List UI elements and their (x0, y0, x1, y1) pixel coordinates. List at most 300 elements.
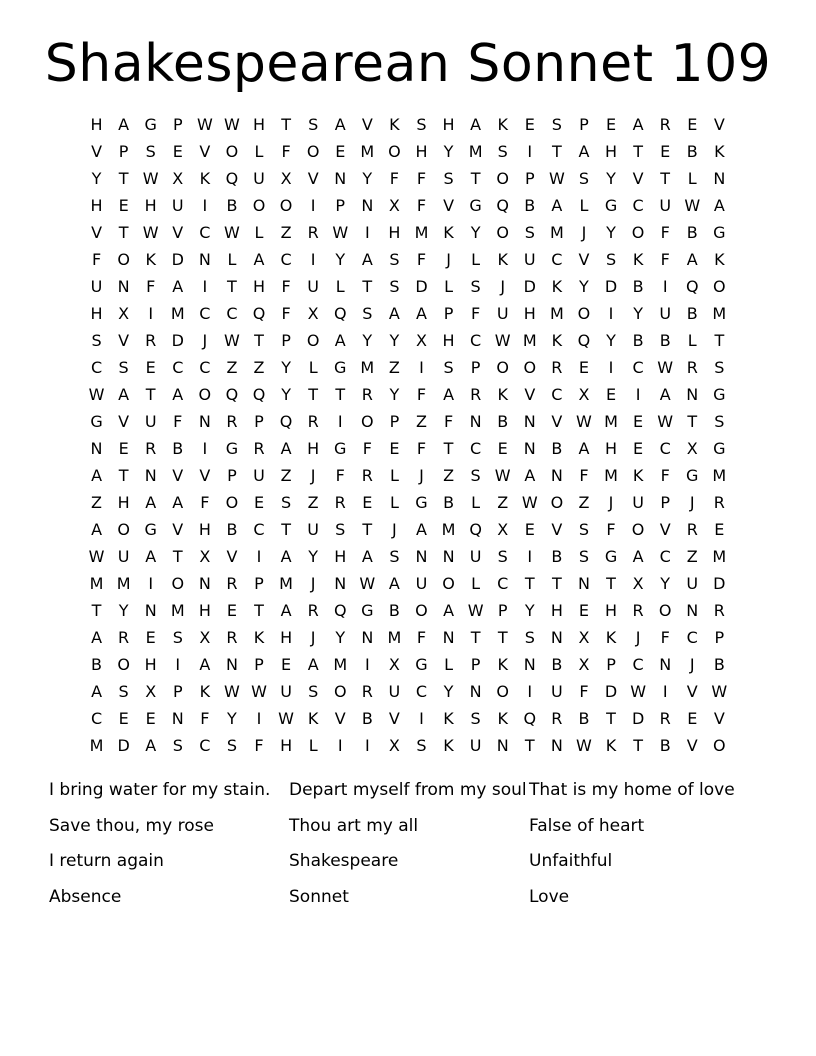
grid-letter: G (415, 655, 428, 674)
grid-letter: B (551, 547, 563, 566)
grid-letter: T (524, 736, 535, 755)
grid-letter: N (225, 655, 238, 674)
grid-letter: R (145, 331, 157, 350)
grid-letter: V (199, 142, 211, 161)
grid-letter: I (527, 142, 533, 161)
grid-letter: H (280, 628, 293, 647)
grid-letter: I (337, 412, 343, 431)
grid-letter: V (307, 169, 319, 188)
grid-letter: N (469, 412, 482, 431)
grid-letter: A (199, 655, 211, 674)
grid-letter: Y (389, 331, 400, 350)
grid-letter: I (202, 277, 208, 296)
grid-letter: I (256, 709, 262, 728)
grid-letter: A (470, 115, 482, 134)
grid-letter: X (686, 439, 698, 458)
grid-letter: E (172, 142, 183, 161)
grid-letter: T (606, 574, 616, 593)
grid-letter: U (253, 466, 265, 485)
grid-letter: S (714, 412, 725, 431)
grid-letter: O (658, 601, 672, 620)
grid-letter: B (578, 709, 590, 728)
grid-letter: P (254, 574, 264, 593)
grid-letter: Q (685, 277, 699, 296)
grid-letter: N (442, 628, 455, 647)
grid-letter: O (713, 736, 726, 755)
grid-letter: U (280, 682, 292, 701)
grid-letter: P (254, 412, 264, 431)
grid-letter: L (471, 574, 481, 593)
grid-letter: N (171, 709, 184, 728)
grid-letter: R (632, 601, 644, 620)
grid-letter: S (145, 142, 156, 161)
grid-letter: A (334, 331, 346, 350)
grid-letter: R (226, 628, 238, 647)
grid-letter: Q (577, 331, 591, 350)
grid-letter: T (118, 466, 129, 485)
grid-letter: N (117, 277, 130, 296)
grid-letter: A (91, 628, 103, 647)
grid-letter: E (578, 601, 589, 620)
grid-letter: S (470, 277, 481, 296)
grid-letter: D (117, 736, 130, 755)
grid-letter: T (470, 628, 481, 647)
grid-letter: R (659, 115, 671, 134)
grid-letter: V (91, 223, 103, 242)
grid-letter: P (227, 466, 237, 485)
grid-letter: F (579, 466, 589, 485)
grid-letter: Y (443, 682, 454, 701)
grid-letter: M (712, 466, 727, 485)
grid-letter: M (360, 142, 375, 161)
grid-letter: O (713, 277, 726, 296)
grid-letter: Y (443, 142, 454, 161)
grid-letter: M (549, 223, 564, 242)
grid-letter: F (281, 142, 291, 161)
grid-letter: U (659, 304, 672, 323)
word-list-item: Sonnet (289, 886, 349, 907)
grid-letter: A (145, 736, 157, 755)
word-list-item: False of heart (529, 815, 645, 836)
grid-letter: L (308, 358, 318, 377)
grid-letter: Y (362, 331, 373, 350)
grid-letter: M (360, 358, 375, 377)
grid-letter: S (172, 628, 183, 647)
grid-letter: F (660, 466, 670, 485)
grid-letter: K (497, 655, 508, 674)
grid-letter: Y (118, 601, 129, 620)
grid-letter: K (632, 466, 644, 485)
grid-letter: K (253, 628, 265, 647)
grid-letter: Q (523, 709, 537, 728)
grid-letter: A (91, 682, 103, 701)
grid-letter: A (280, 601, 292, 620)
grid-letter: S (551, 115, 562, 134)
grid-letter: U (523, 250, 536, 269)
grid-letter: O (442, 574, 455, 593)
grid-letter: M (712, 304, 727, 323)
grid-letter: E (578, 358, 589, 377)
grid-letter: G (90, 412, 103, 431)
grid-letter: G (713, 223, 726, 242)
word-list-item: Depart myself from my soul (289, 780, 527, 800)
grid-letter: C (199, 358, 211, 377)
grid-letter: A (686, 250, 698, 269)
grid-letter: A (632, 115, 644, 134)
grid-letter: A (91, 466, 103, 485)
grid-letter: W (467, 601, 484, 620)
grid-letter: D (523, 277, 536, 296)
grid-letter: H (442, 331, 455, 350)
grid-letter: B (388, 601, 400, 620)
grid-letter: P (389, 412, 400, 431)
grid-letter: S (281, 493, 292, 512)
grid-letter: P (443, 304, 454, 323)
grid-letter: J (310, 628, 316, 647)
grid-letter: E (281, 655, 292, 674)
grid-letter: Y (335, 250, 346, 269)
grid-letter: F (389, 169, 399, 188)
grid-letter: N (198, 412, 211, 431)
grid-letter: H (90, 304, 103, 323)
grid-letter: T (443, 439, 454, 458)
grid-letter: A (172, 493, 184, 512)
grid-letter: N (334, 169, 347, 188)
grid-letter: S (497, 547, 508, 566)
grid-letter: C (280, 250, 292, 269)
grid-letter: E (118, 439, 129, 458)
word-list-item: I bring water for my stain. (49, 780, 271, 800)
word-list-item: I return again (49, 851, 164, 871)
grid-letter: S (578, 547, 590, 566)
grid-letter: Q (225, 385, 239, 404)
grid-letter: S (389, 277, 400, 296)
grid-letter: E (714, 520, 725, 539)
grid-letter: P (470, 655, 481, 674)
grid-letter: B (361, 709, 373, 728)
grid-letter: P (172, 115, 183, 134)
grid-letter: O (496, 223, 509, 242)
grid-letter: G (225, 439, 239, 458)
grid-letter: H (117, 493, 130, 512)
grid-letter: I (256, 547, 262, 566)
grid-letter: N (523, 655, 536, 674)
grid-letter: R (659, 709, 671, 728)
grid-letter: U (307, 520, 320, 539)
grid-letter: B (497, 412, 509, 431)
grid-letter: W (224, 223, 240, 242)
grid-letter: U (469, 736, 482, 755)
grid-letter: X (388, 655, 400, 674)
grid-letter: K (497, 250, 508, 269)
grid-letter: W (576, 412, 592, 431)
grid-letter: O (117, 520, 130, 539)
grid-letter: G (361, 601, 374, 620)
grid-letter: J (608, 493, 614, 512)
grid-letter: D (604, 277, 618, 296)
grid-letter: F (416, 385, 427, 404)
grid-letter: F (579, 682, 589, 701)
grid-letter: R (334, 493, 346, 512)
grid-letter: H (442, 115, 455, 134)
grid-letter: N (577, 574, 590, 593)
grid-letter: B (632, 331, 644, 350)
grid-letter: Z (443, 466, 455, 485)
grid-letter: L (254, 223, 264, 242)
grid-letter: A (416, 520, 427, 539)
grid-letter: T (362, 520, 373, 539)
grid-letter: F (200, 493, 210, 512)
grid-letter: L (687, 169, 697, 188)
grid-letter: R (361, 682, 373, 701)
grid-letter: B (713, 655, 725, 674)
grid-letter: A (118, 385, 130, 404)
grid-letter: T (551, 574, 562, 593)
grid-letter: H (252, 277, 266, 296)
grid-letter: P (579, 115, 589, 134)
grid-letter: U (686, 574, 699, 593)
grid-letter: P (660, 493, 670, 512)
grid-letter: B (659, 331, 671, 350)
grid-letter: K (551, 331, 563, 350)
grid-letter: Z (307, 493, 319, 512)
grid-letter: X (497, 520, 509, 539)
grid-letter: K (497, 115, 508, 134)
grid-letter: H (90, 115, 103, 134)
grid-letter: H (605, 142, 618, 161)
grid-letter: I (202, 439, 208, 458)
grid-letter: L (471, 493, 481, 512)
grid-letter: C (226, 304, 238, 323)
grid-letter: N (713, 169, 726, 188)
grid-letter: C (659, 439, 671, 458)
grid-letter: Y (308, 547, 319, 566)
grid-letter: T (714, 331, 725, 350)
grid-letter: H (523, 304, 536, 323)
grid-letter: X (307, 304, 319, 323)
grid-letter: T (118, 169, 129, 188)
grid-letter: U (632, 493, 644, 512)
grid-letter: F (146, 277, 156, 296)
grid-letter: R (307, 223, 319, 242)
grid-letter: H (280, 736, 293, 755)
word-list-item: Absence (49, 886, 122, 907)
word-list-item: Save thou, my rose (49, 815, 214, 836)
grid-letter: W (576, 736, 592, 755)
grid-letter: A (713, 196, 725, 215)
grid-letter: T (524, 574, 535, 593)
grid-letter: F (362, 439, 372, 458)
grid-letter: Q (333, 304, 347, 323)
grid-letter: A (145, 547, 157, 566)
grid-letter: O (117, 655, 130, 674)
grid-letter: V (172, 223, 184, 242)
grid-letter: W (657, 358, 674, 377)
grid-letter: Z (497, 493, 509, 512)
grid-letter: Y (524, 601, 535, 620)
grid-letter: Y (606, 331, 616, 350)
grid-letter: E (335, 142, 346, 161)
grid-letter: B (632, 277, 644, 296)
grid-letter: A (334, 115, 346, 134)
grid-letter: C (172, 358, 184, 377)
grid-letter: T (254, 601, 264, 620)
grid-letter: A (443, 601, 455, 620)
grid-letter: J (419, 466, 424, 485)
grid-letter: V (172, 466, 184, 485)
grid-letter: X (118, 304, 130, 323)
grid-letter: W (142, 169, 159, 188)
grid-letter: B (686, 223, 698, 242)
grid-letter: G (686, 466, 699, 485)
grid-letter: S (362, 304, 373, 323)
grid-letter: A (172, 385, 184, 404)
grid-letter: I (608, 358, 614, 377)
grid-letter: Z (415, 412, 427, 431)
grid-letter: J (500, 277, 506, 296)
grid-letter: X (199, 628, 211, 647)
grid-letter: C (686, 628, 698, 647)
grid-letter: R (686, 358, 698, 377)
grid-letter: S (605, 250, 617, 269)
grid-letter: X (280, 169, 292, 188)
grid-letter: J (202, 331, 208, 350)
grid-letter: T (227, 277, 237, 296)
grid-letter: I (608, 304, 614, 323)
grid-letter: L (471, 250, 481, 269)
grid-letter: S (443, 169, 454, 188)
grid-letter: T (308, 385, 319, 404)
grid-letter: Q (469, 520, 482, 539)
grid-letter: X (578, 385, 590, 404)
grid-letter: X (199, 547, 211, 566)
grid-letter: T (470, 169, 481, 188)
grid-letter: G (334, 439, 347, 458)
grid-letter: G (144, 520, 157, 539)
grid-letter: L (579, 196, 589, 215)
grid-letter: O (577, 304, 591, 323)
grid-letter: O (306, 142, 320, 161)
grid-letter: K (714, 142, 725, 161)
grid-letter: K (307, 709, 319, 728)
grid-letter: H (198, 601, 211, 620)
grid-letter: B (659, 736, 671, 755)
grid-letter: N (469, 682, 482, 701)
grid-letter: N (198, 250, 211, 269)
grid-letter: U (144, 412, 157, 431)
grid-letter: A (307, 655, 319, 674)
grid-letter: S (308, 115, 319, 134)
grid-letter: Q (496, 196, 509, 215)
grid-letter: H (307, 439, 320, 458)
grid-letter: O (631, 223, 645, 242)
grid-letter: C (415, 682, 428, 701)
grid-letter: C (632, 358, 644, 377)
grid-letter: F (416, 196, 427, 215)
grid-letter: E (633, 439, 644, 458)
grid-letter: B (551, 439, 563, 458)
grid-letter: S (335, 520, 346, 539)
grid-letter: O (550, 493, 564, 512)
grid-letter: I (662, 682, 668, 701)
grid-letter: C (632, 196, 644, 215)
grid-letter: S (416, 115, 427, 134)
grid-letter: T (687, 412, 698, 431)
grid-letter: T (606, 709, 616, 728)
grid-letter: F (416, 169, 427, 188)
grid-letter: K (199, 169, 211, 188)
grid-letter: C (470, 331, 482, 350)
grid-letter: B (172, 439, 184, 458)
grid-letter: O (225, 493, 239, 512)
grid-letter: L (389, 493, 399, 512)
grid-letter: R (551, 709, 563, 728)
grid-letter: I (527, 682, 533, 701)
grid-letter: V (361, 115, 373, 134)
grid-letter: K (497, 709, 508, 728)
grid-letter: W (521, 493, 538, 512)
grid-letter: E (118, 709, 129, 728)
grid-letter: E (362, 493, 373, 512)
grid-letter: F (660, 223, 670, 242)
grid-letter: I (310, 250, 316, 269)
grid-letter: X (145, 682, 157, 701)
grid-letter: I (310, 196, 316, 215)
grid-letter: V (524, 385, 536, 404)
grid-letter: O (306, 331, 320, 350)
grid-letter: R (307, 601, 319, 620)
grid-letter: F (281, 304, 291, 323)
grid-letter: W (224, 682, 240, 701)
grid-letter: V (578, 250, 590, 269)
grid-letter: W (684, 196, 701, 215)
grid-letter: V (659, 520, 671, 539)
page-title: Shakespearean Sonnet 109 (44, 34, 772, 94)
grid-letter: O (496, 682, 509, 701)
grid-letter: I (662, 277, 668, 296)
grid-letter: E (145, 709, 156, 728)
grid-letter: E (524, 115, 535, 134)
grid-letter: A (145, 493, 157, 512)
grid-letter: C (90, 358, 103, 377)
grid-letter: W (711, 682, 728, 701)
grid-letter: M (604, 412, 618, 431)
grid-letter: R (307, 412, 319, 431)
grid-letter: E (524, 520, 535, 539)
grid-letter: J (689, 493, 695, 512)
word-list-item: Unfaithful (529, 851, 613, 871)
grid-letter: B (524, 196, 536, 215)
grid-letter: O (361, 412, 374, 431)
grid-letter: W (359, 574, 376, 593)
grid-letter: S (389, 547, 400, 566)
grid-letter: T (497, 628, 508, 647)
grid-letter: H (334, 547, 347, 566)
grid-letter: A (632, 547, 644, 566)
grid-letter: C (470, 439, 482, 458)
grid-letter: H (144, 655, 157, 674)
grid-letter: R (253, 439, 265, 458)
grid-letter: F (416, 250, 427, 269)
grid-letter: U (388, 682, 401, 701)
grid-letter: C (199, 223, 211, 242)
grid-letter: R (551, 358, 563, 377)
grid-letter: D (171, 331, 184, 350)
grid-letter: S (443, 358, 454, 377)
grid-letter: K (551, 277, 563, 296)
grid-letter: M (170, 601, 185, 620)
grid-letter: H (605, 439, 618, 458)
